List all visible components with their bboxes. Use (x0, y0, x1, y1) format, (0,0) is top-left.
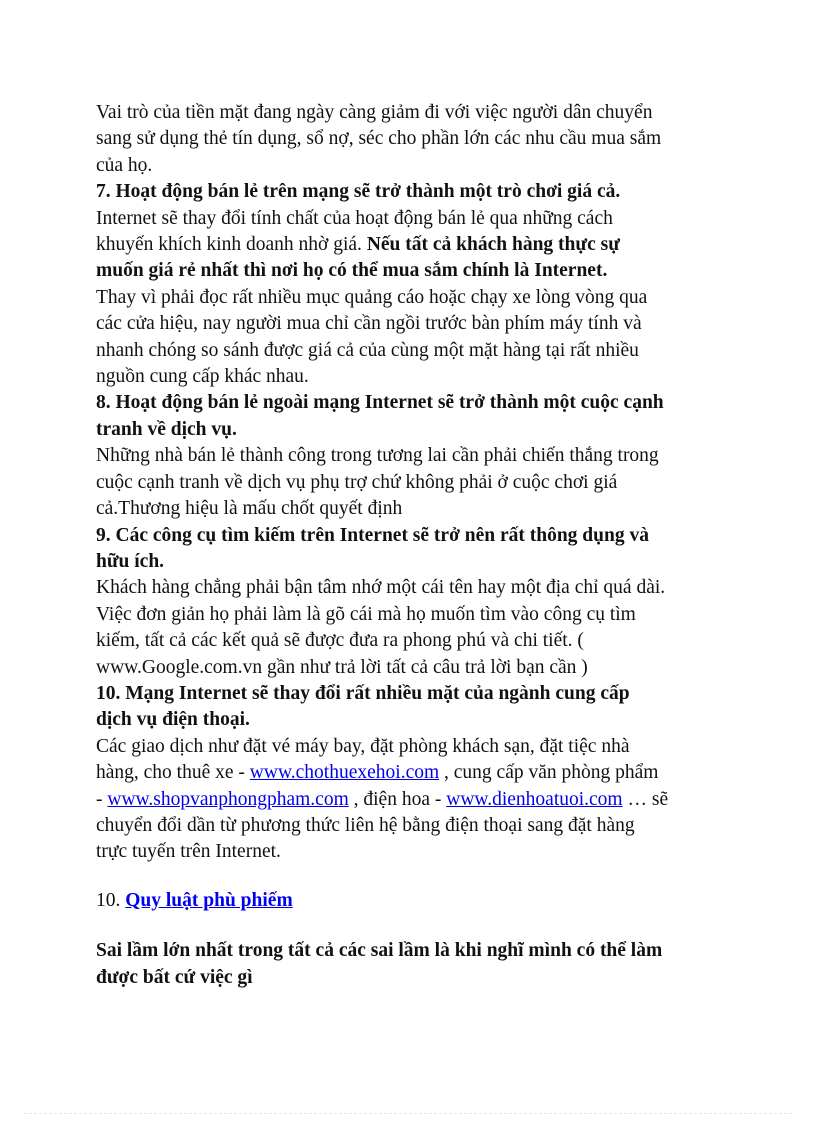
text-segment: khuyến khích kinh doanh nhờ giá. (96, 234, 367, 256)
text-line (96, 787, 722, 813)
text-line: trực tuyến trên Internet. (96, 841, 281, 863)
text-line: Internet sẽ thay đổi tính chất của hoạt động bán lẻ qua những cách (96, 207, 613, 229)
text-line: cả.Thương hiệu là mấu chốt quyết định (96, 498, 403, 520)
text-line: kiếm, tất cả các kết quả sẽ được đưa ra phong phú và chi tiết. ( (96, 630, 584, 652)
heading-10 (96, 681, 722, 734)
chothuexehoi-link[interactable]: www.chothuexehoi.com (249, 762, 440, 784)
text-line: www.Google.com.vn gần như trả lời tất cả câu trả lời bạn cần ) (96, 656, 588, 678)
heading-line: 8. Hoạt động bán lẻ ngoài mạng Internet sẽ trở thành một cuộc cạnh (96, 392, 664, 414)
section-heading (96, 888, 722, 914)
text-line (96, 760, 722, 786)
intro-paragraph (96, 100, 722, 179)
paragraph-8 (96, 443, 722, 522)
quote-line: được bất cứ việc gì (96, 966, 253, 988)
spacer (96, 914, 722, 938)
quote-line: Sai lầm lớn nhất trong tất cả các sai lầm là khi nghĩ mình có thể làm (96, 940, 663, 962)
spacer (96, 866, 722, 888)
paragraph-10 (96, 734, 722, 866)
paragraph-7 (96, 206, 722, 391)
heading-7: 7. Hoạt động bán lẻ trên mạng sẽ trở thành một trò chơi giá cả. (96, 181, 621, 203)
text-segment: - (96, 788, 108, 810)
text-line: Việc đơn giản họ phải làm là gõ cái mà họ muốn tìm vào công cụ tìm (96, 603, 636, 625)
document-body (96, 100, 722, 991)
text-line (96, 232, 722, 258)
quote-paragraph (96, 938, 722, 991)
text-line: Các giao dịch như đặt vé máy bay, đặt phòng khách sạn, đặt tiệc nhà (96, 735, 630, 757)
text-line: chuyển đổi dần từ phương thức liên hệ bằng điện thoại sang đặt hàng (96, 814, 635, 836)
heading-line: hữu ích. (96, 550, 165, 572)
text-line: nhanh chóng so sánh được giá cả của cùng một mặt hàng tại rất nhiều (96, 339, 639, 361)
page-bottom-rule (24, 1113, 792, 1114)
text-line: cuộc cạnh tranh về dịch vụ phụ trợ chứ không phải ở cuộc chơi giá (96, 471, 618, 493)
heading-line: tranh về dịch vụ. (96, 418, 237, 440)
text-segment: hàng, cho thuê xe - (96, 762, 250, 784)
text-line: Khách hàng chẳng phải bận tâm nhớ một cái tên hay một địa chỉ quá dài. (96, 577, 666, 599)
dienhoatuoi-link[interactable]: www.dienhoatuoi.com (446, 788, 623, 810)
heading-line: dịch vụ điện thoại. (96, 709, 250, 731)
heading-9 (96, 523, 722, 576)
paragraph-9 (96, 575, 722, 681)
section-number: 10. (96, 889, 126, 911)
text-segment: … sẽ (622, 788, 669, 810)
text-line: Vai trò của tiền mặt đang ngày càng giảm đi với việc người dân chuyển (96, 102, 653, 123)
text-line: Thay vì phải đọc rất nhiều mục quảng cáo hoặc chạy xe lòng vòng qua (96, 286, 648, 308)
text-line: sang sử dụng thẻ tín dụng, sổ nợ, séc cho phần lớn các nhu cầu mua sắm (96, 128, 662, 150)
heading-8 (96, 390, 722, 443)
text-segment: , cung cấp văn phòng phẩm (439, 762, 659, 784)
text-line: Những nhà bán lẻ thành công trong tương lai cần phải chiến thắng trong (96, 445, 659, 467)
heading-line: 10. Mạng Internet sẽ thay đổi rất nhiều mặt của ngành cung cấp (96, 682, 630, 704)
text-line: nguồn cung cấp khác nhau. (96, 366, 309, 388)
section-link-quy-luat-phu-phiem[interactable]: Quy luật phù phiếm (125, 889, 293, 911)
bold-line: muốn giá rẻ nhất thì nơi họ có thể mua sắm chính là Internet. (96, 260, 608, 282)
shopvanphongpham-link[interactable]: www.shopvanphongpham.com (107, 788, 349, 810)
text-line: các cửa hiệu, nay người mua chỉ cần ngồi trước bàn phím máy tính và (96, 313, 642, 335)
text-segment: , điện hoa - (348, 788, 447, 810)
heading-line: 9. Các công cụ tìm kiếm trên Internet sẽ trở nên rất thông dụng và (96, 524, 649, 546)
bold-segment: Nếu tất cả khách hàng thực sự (366, 234, 620, 256)
text-line: của họ. (96, 154, 153, 176)
